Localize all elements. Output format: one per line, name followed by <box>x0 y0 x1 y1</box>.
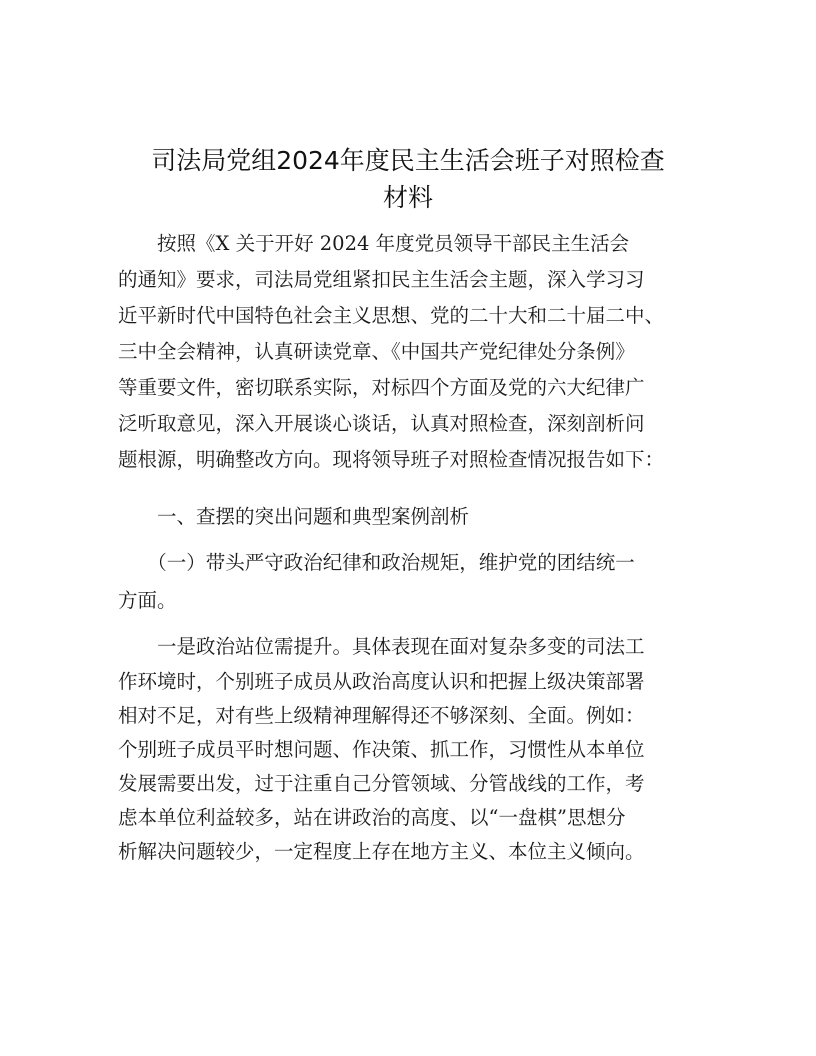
paragraph-line: 近平新时代中国特色社会主义思想、党的二十大和二十届二中、 <box>118 304 665 327</box>
heading-line: 一、查摆的突出问题和典型案例剖析 <box>118 505 470 528</box>
paragraph-line: 的通知》要求，司法局党组紧扣民主生活会主题，深入学习习 <box>118 268 645 291</box>
heading-line: 方面。 <box>118 589 177 612</box>
paragraph-line: 虑本单位利益较多，站在讲政治的高度、以“一盘棋”思想分 <box>118 806 626 829</box>
paragraph-line: 作环境时，个别班子成员从政治高度认识和把握上级决策部署 <box>118 670 645 693</box>
paragraph-line: 析解决问题较少，一定程度上存在地方主义、本位主义倾向。 <box>118 840 645 863</box>
paragraph-line: 一是政治站位需提升。具体表现在面对复杂多变的司法工 <box>118 635 645 658</box>
paragraph-line: 题根源，明确整改方向。现将领导班子对照检查情况报告如下： <box>118 448 665 471</box>
paragraph-line: 三中全会精神，认真研读党章、《中国共产党纪律处分条例》 <box>118 340 635 363</box>
paragraph-line: 按照《X 关于开好 2024 年度党员领导干部民主生活会 <box>118 232 630 255</box>
heading-line: （一）带头严守政治纪律和政治规矩，维护党的团结统一 <box>118 551 635 574</box>
paragraph-line: 等重要文件，密切联系实际，对标四个方面及党的六大纪律广 <box>118 376 645 399</box>
document-title-line-2: 材料 <box>382 183 433 212</box>
paragraph-line: 泛听取意见，深入开展谈心谈话，认真对照检查，深刻剖析问 <box>118 412 645 435</box>
paragraph-line: 发展需要出发，过于注重自己分管领域、分管战线的工作，考 <box>118 772 645 795</box>
document-title-line-1: 司法局党组2024年度民主生活会班子对照检查 <box>151 146 665 175</box>
paragraph-line: 相对不足，对有些上级精神理解得还不够深刻、全面。例如： <box>118 704 645 727</box>
paragraph-line: 个别班子成员平时想问题、作决策、抓工作，习惯性从本单位 <box>118 738 645 761</box>
